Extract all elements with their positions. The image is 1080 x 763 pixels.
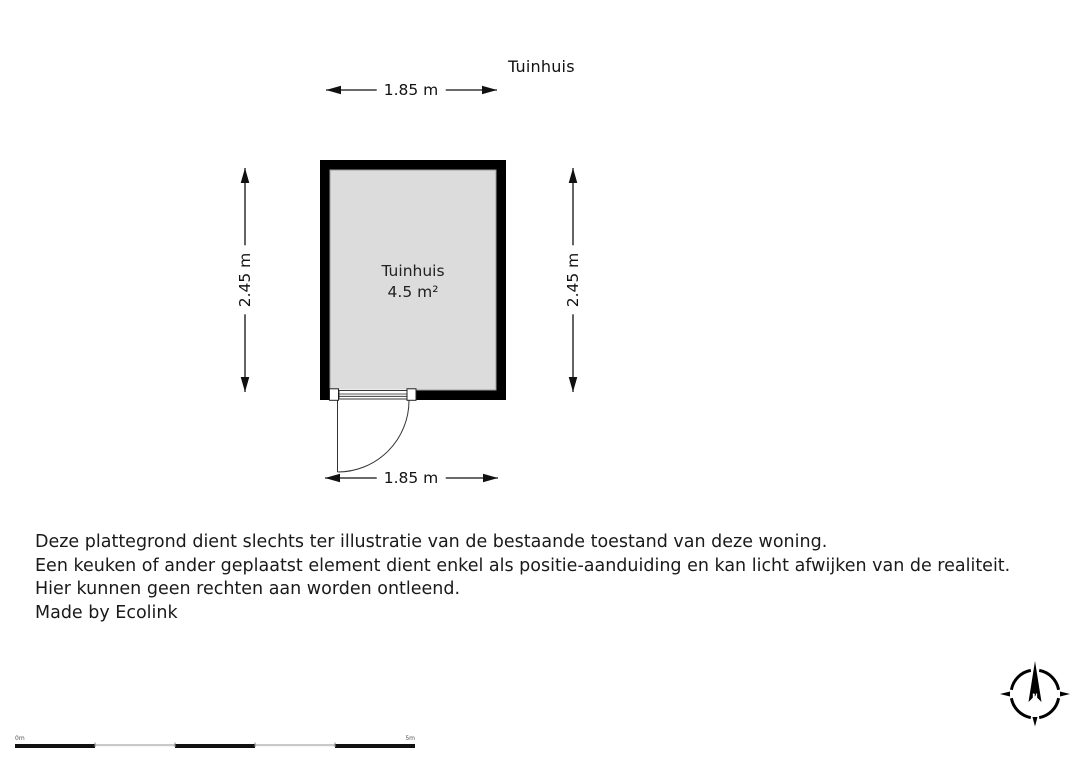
arrowhead-down-icon (569, 377, 578, 392)
arrowhead-left-icon (325, 474, 340, 483)
dimension-label-bottom: 1.85 m (377, 469, 446, 487)
dimension-label-left: 2.45 m (236, 246, 254, 315)
door-arc (338, 401, 410, 473)
compass-south-spike-icon (1033, 717, 1038, 727)
disclaimer-line: Deze plattegrond dient slechts ter illustratie van de bestaande toestand van deze woning. (35, 532, 828, 552)
door-threshold (330, 389, 417, 401)
disclaimer-block (35, 531, 1010, 625)
disclaimer-line: Hier kunnen geen rechten aan worden ontleend. (35, 579, 461, 599)
door-swing (338, 401, 410, 473)
room-label (381, 261, 444, 303)
room-area: 4.5 m² (387, 283, 439, 301)
door-jamb-right (407, 389, 416, 401)
arrowhead-left-icon (326, 86, 341, 95)
dimension-label-top: 1.85 m (377, 81, 446, 99)
compass-west-spike-icon (1000, 692, 1010, 697)
arrowhead-up-icon (569, 168, 578, 183)
disclaimer-line: Een keuken of ander geplaatst element dient enkel als positie-aanduiding en kan licht afwijken van de realiteit. (35, 555, 1011, 576)
plan-title: Tuinhuis (508, 57, 575, 76)
arrowhead-up-icon (241, 168, 250, 183)
scale-start-label: 0m (15, 735, 25, 742)
scale-end-label: 5m (405, 735, 415, 742)
made-by-credit: Made by Ecolink (35, 602, 178, 623)
arrowhead-right-icon (483, 474, 498, 483)
arrowhead-down-icon (241, 377, 250, 392)
door-jamb-left (330, 389, 339, 401)
scale-bar (15, 743, 415, 749)
compass-east-spike-icon (1060, 692, 1070, 697)
compass-north-label: N (1032, 692, 1038, 700)
arrowhead-right-icon (482, 86, 497, 95)
compass-icon (1000, 661, 1070, 727)
room-name: Tuinhuis (381, 262, 445, 280)
dimension-label-right: 2.45 m (564, 246, 582, 315)
